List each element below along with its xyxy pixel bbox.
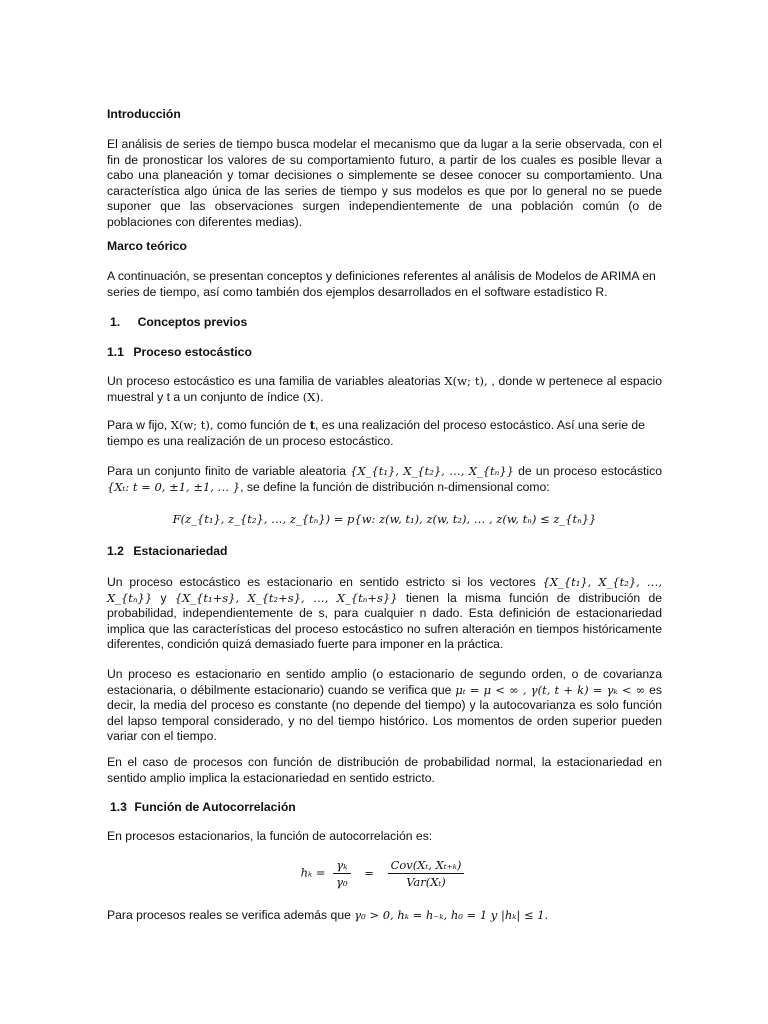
- section-1-3-heading: [110, 800, 665, 816]
- s11-p3-text-b: de un proceso estocástico: [518, 464, 663, 478]
- section-1-number: 1.: [110, 315, 121, 329]
- intro-paragraph: El análisis de series de tiempo busca modelar el mecanismo que da lugar a la serie observada, con el fin de pronosticar los valores de su comportamiento futuro, a partir de los cuales es posible llevar a cabo una planeación y tomar decisiones o simplemente se desee conocer su comportamiento. Una característica algo única de las series de tiempo y sus modelos es que por lo general no se puede suponer que las observaciones surgen independientemente de una población común (o de poblaciones con diferentes medias).: [107, 137, 662, 229]
- s12-paragraph-1: [107, 575, 662, 653]
- s11-p3-text-c: , se define la función de distribución n-dimensional como:: [240, 479, 550, 494]
- s11-p2-text-b: como función de: [216, 418, 307, 432]
- s11-p2-math-1: X(w; t),: [170, 418, 214, 432]
- s13-p2-text-a: Para procesos reales se verifica además que: [107, 908, 351, 922]
- section-1-1-title: Proceso estocástico: [133, 345, 252, 359]
- s11-p2-text-a: Para w fijo,: [107, 418, 168, 432]
- s12-p1-text-c: tienen la misma función de distribución de probabilidad, independientemente de s, para cualquier n dado. Esta definición de estacionariedad implica que las características del proceso estocástico no sufren alteración en tiempos históricamente diferentes, condición quizá demasiado fuerte para imponer en la práctica.: [107, 590, 663, 652]
- section-1-1-heading: [107, 345, 662, 361]
- s13-eq-fraction-1: [333, 858, 350, 889]
- intro-heading: Introducción: [107, 107, 181, 121]
- s12-paragraph-3: En el caso de procesos con función de distribución de probabilidad normal, la estacionariedad en sentido amplio implica la estacionariedad en sentido estricto.: [107, 755, 662, 785]
- s13-eq-num-1: γₖ: [333, 858, 350, 874]
- section-1-title: Conceptos previos: [137, 315, 248, 329]
- s11-p1-text-b: , donde w pertenece al espacio muestral y t a un conjunto de índice: [107, 374, 663, 404]
- section-1-3-number: 1.3: [110, 800, 127, 814]
- s13-equation: [107, 858, 662, 889]
- s12-p1-text-a: Un proceso estocástico es estacionario en sentido estricto si los vectores: [107, 575, 536, 589]
- section-1-2-title: Estacionariedad: [133, 544, 228, 558]
- s11-paragraph-2: [107, 418, 662, 449]
- s11-paragraph-1: [107, 374, 662, 405]
- s11-equation: F(z_{t₁}, z_{t₂}, …, z_{tₙ}) = p{w: z(w, t₁), z(w, t₂), … , z(w, tₙ) ≤ z_{tₙ}}: [172, 512, 597, 526]
- section-1-heading: [110, 315, 665, 331]
- marco-paragraph: A continuación, se presentan conceptos y definiciones referentes al análisis de Modelos de ARIMA en series de tiempo, así como también dos ejemplos desarrollados en el software estadístico R.: [107, 269, 656, 299]
- section-1-2-heading: [107, 544, 662, 560]
- s13-eq-lhs: hₖ =: [300, 865, 326, 880]
- s12-p1-math-1: {X_{t₁}, X_{t₂}, …, X_{tₙ}}: [107, 575, 663, 605]
- s11-p2-math-2: t: [309, 418, 316, 432]
- s12-p2-text-b: es decir, la media del proceso es constante (no depende del tiempo) y la autocovarianza es solo función del lapso temporal considerado, y no del tiempo histórico. Los momentos de orden superior pueden variar con el tiempo.: [107, 682, 663, 744]
- s13-eq-fraction-2: [388, 858, 465, 889]
- s12-p1-text-b: y: [160, 590, 167, 605]
- section-1-1-number: 1.1: [107, 345, 124, 359]
- marco-heading: Marco teórico: [107, 239, 187, 253]
- section-1-2-number: 1.2: [107, 544, 124, 558]
- s11-p1-text-a: Un proceso estocástico es una familia de variables aleatorias: [107, 374, 441, 388]
- s11-p3-math-1: {X_{t₁}, X_{t₂}, …, X_{tₙ}}: [350, 464, 514, 478]
- s11-p1-math-2: (X).: [302, 389, 324, 404]
- s13-paragraph-1: En procesos estacionarios, la función de autocorrelación es:: [107, 829, 433, 843]
- s13-eq-num-2: Cov(Xₜ, Xₜ₊ₖ): [388, 858, 465, 874]
- s13-eq-den-1: γ₀: [336, 875, 348, 889]
- s12-p1-math-2: {X_{t₁+s}, X_{t₂+s}, …, X_{tₙ+s}}: [174, 590, 398, 605]
- s13-paragraph-2: [107, 908, 662, 924]
- s12-p2-math: μₜ = μ < ∞ , γ(t, t + k) = γₖ < ∞: [455, 682, 646, 697]
- s11-p2-text-c: , es una realización del proceso estocástico. Así una serie de tiempo es una realización de un proceso estocástico.: [107, 418, 645, 448]
- s13-eq-den-2: Var(Xₜ): [406, 875, 446, 889]
- s11-p1-math-1: X(w; t),: [444, 374, 488, 388]
- s13-p2-math: γ₀ > 0, hₖ = h₋ₖ, h₀ = 1 y |hₖ| ≤ 1.: [354, 908, 549, 922]
- s11-p3-text-a: Para un conjunto finito de variable aleatoria: [107, 464, 346, 478]
- s11-p3-math-2: {Xₜ: t = 0, ±1, ±1, … }: [107, 479, 241, 494]
- section-1-3-title: Función de Autocorrelación: [134, 800, 296, 814]
- s13-eq-equals: =: [364, 865, 374, 880]
- s11-paragraph-3: [107, 464, 662, 495]
- s12-paragraph-2: [107, 667, 662, 745]
- s12-p2-text-a: Un proceso es estacionario en sentido amplio (o estacionario de segundo orden, o de covarianza estacionaria, o débilmente estacionario) cuando se verifica que: [107, 667, 662, 697]
